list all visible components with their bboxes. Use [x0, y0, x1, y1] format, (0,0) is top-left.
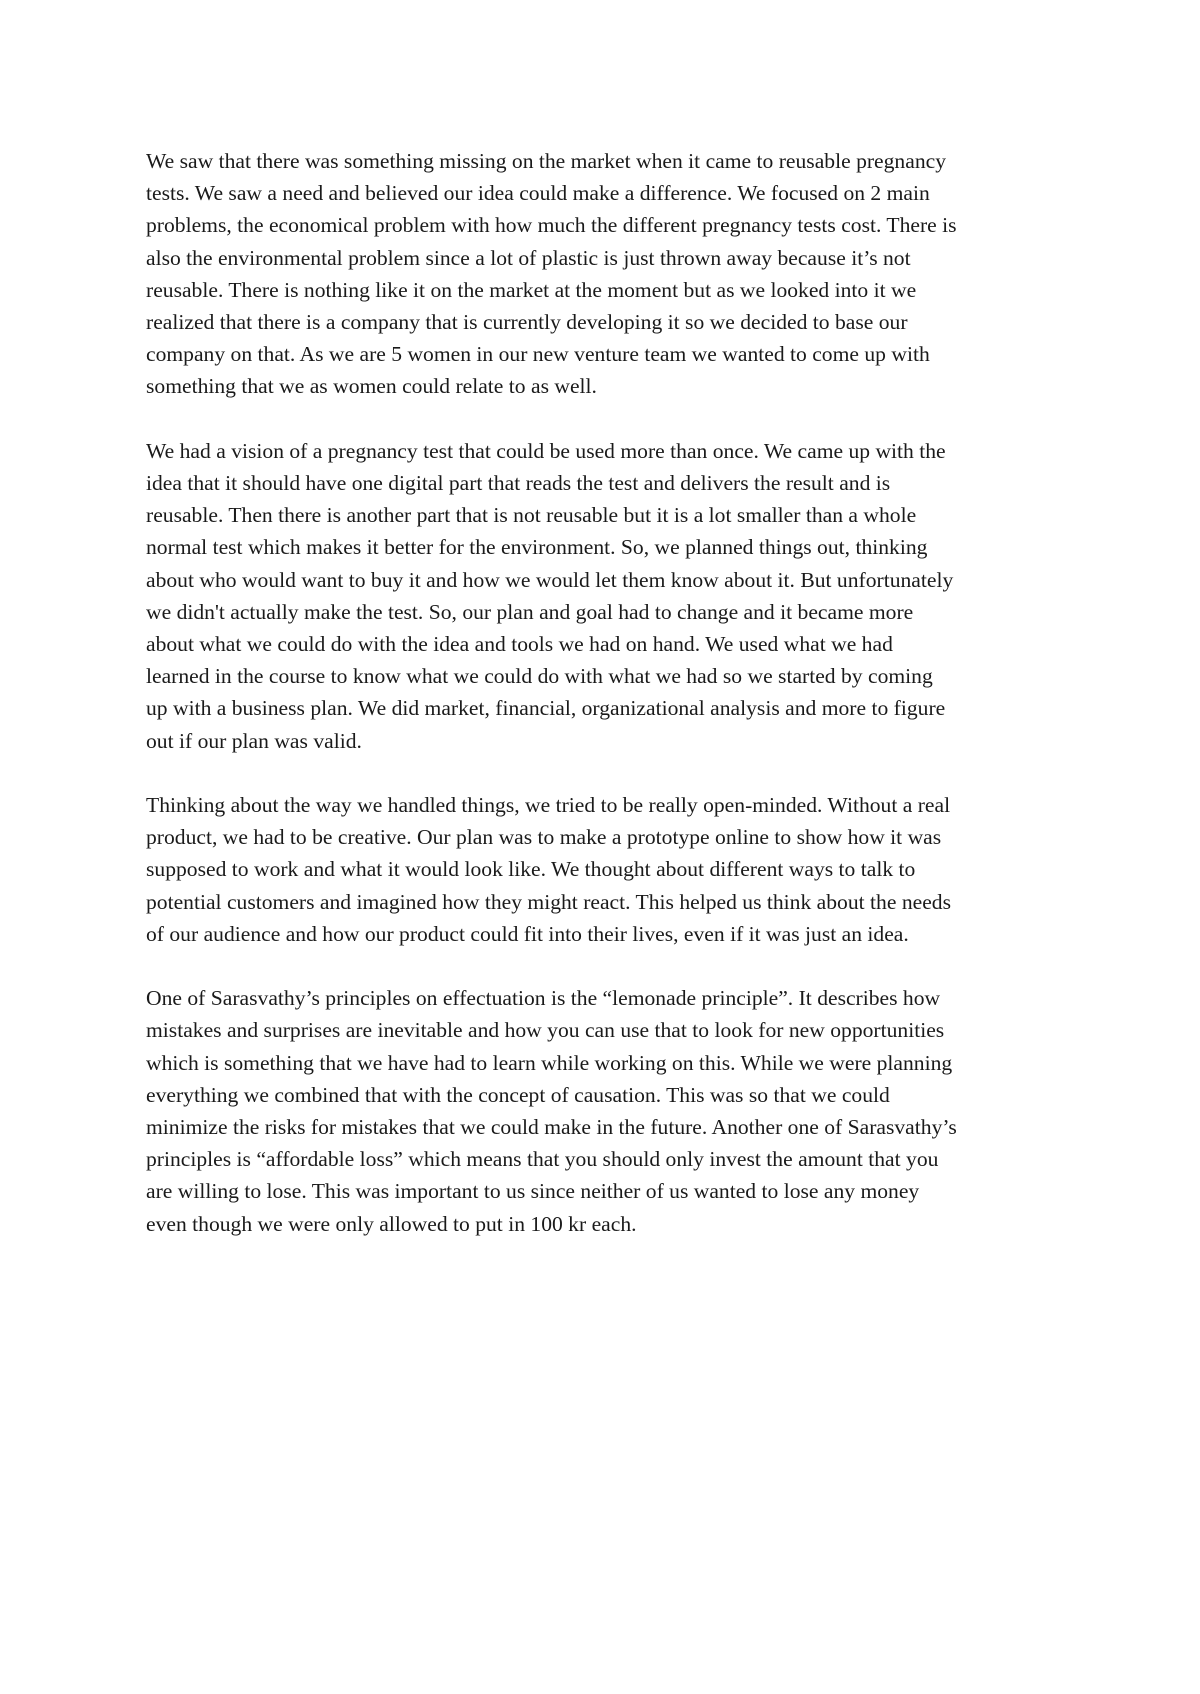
text-line: up with a business plan. We did market, financial, organizational analysis and more to figure	[146, 696, 946, 721]
text-line: about who would want to buy it and how we would let them know about it. But unfortunately	[146, 567, 954, 592]
paragraph-1	[146, 145, 1076, 403]
text-line: company on that. As we are 5 women in our new venture team we wanted to come up with	[146, 342, 930, 367]
text-line: tests. We saw a need and believed our idea could make a difference. We focused on 2 main	[146, 181, 930, 206]
text-line: Thinking about the way we handled things, we tried to be really open-minded. Without a real	[146, 793, 951, 818]
text-line: we didn't actually make the test. So, our plan and goal had to change and it became more	[146, 599, 914, 624]
text-line: realized that there is a company that is currently developing it so we decided to base our	[146, 310, 908, 335]
text-line: We had a vision of a pregnancy test that could be used more than once. We came up with the	[146, 438, 946, 463]
paragraph-3	[146, 789, 1076, 950]
text-line: We saw that there was something missing on the market when it came to reusable pregnancy	[146, 149, 946, 173]
text-line: out if our plan was valid.	[146, 728, 362, 753]
text-line: are willing to lose. This was important to us since neither of us wanted to lose any money	[146, 1179, 920, 1204]
document-body	[146, 145, 1076, 1272]
text-line: which is something that we have had to learn while working on this. While we were planning	[146, 1050, 953, 1075]
text-line: something that we as women could relate to as well.	[146, 374, 597, 399]
text-line: reusable. Then there is another part that is not reusable but it is a lot smaller than a whole	[146, 503, 917, 528]
paragraph-4	[146, 982, 1076, 1240]
text-line: learned in the course to know what we could do with what we had so we started by coming	[146, 664, 933, 689]
text-line: even though we were only allowed to put in 100 kr each.	[146, 1211, 637, 1236]
text-line: supposed to work and what it would look like. We thought about different ways to talk to	[146, 857, 916, 882]
text-line: problems, the economical problem with how much the different pregnancy tests cost. There is	[146, 213, 957, 238]
text-line: normal test which makes it better for the environment. So, we planned things out, thinking	[146, 535, 928, 560]
text-line: idea that it should have one digital part that reads the test and delivers the result and is	[146, 471, 891, 496]
text-line: minimize the risks for mistakes that we could make in the future. Another one of Sarasvathy’s	[146, 1115, 957, 1140]
text-line: also the environmental problem since a lot of plastic is just thrown away because it’s not	[146, 245, 911, 270]
text-line: product, we had to be creative. Our plan was to make a prototype online to show how it was	[146, 825, 942, 850]
text-line: everything we combined that with the concept of causation. This was so that we could	[146, 1082, 890, 1107]
text-line: One of Sarasvathy’s principles on effectuation is the “lemonade principle”. It describes how	[146, 986, 941, 1011]
text-line: reusable. There is nothing like it on the market at the moment but as we looked into it we	[146, 277, 917, 302]
text-line: potential customers and imagined how they might react. This helped us think about the needs	[146, 889, 951, 914]
text-line: mistakes and surprises are inevitable and how you can use that to look for new opportunities	[146, 1018, 945, 1043]
text-line: about what we could do with the idea and tools we had on hand. We used what we had	[146, 632, 893, 657]
text-line: principles is “affordable loss” which means that you should only invest the amount that you	[146, 1147, 939, 1172]
paragraph-2	[146, 435, 1076, 757]
text-line: of our audience and how our product could fit into their lives, even if it was just an idea.	[146, 921, 909, 946]
